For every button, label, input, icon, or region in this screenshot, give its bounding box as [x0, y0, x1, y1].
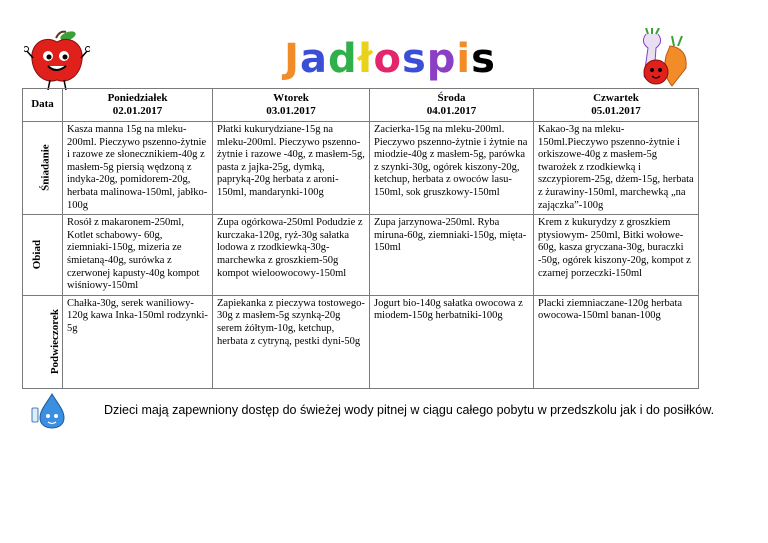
meal-label-breakfast: Śniadanie: [23, 122, 63, 215]
menu-cell: Zapiekanka z pieczywa tostowego-30g z masłem-5g szynką-20g serem żółtym-10g, ketchup, herbata z cytryną, pestki dyni-50g: [213, 295, 370, 388]
title-letter: s: [471, 36, 496, 82]
apple-mascot-icon: [24, 28, 90, 92]
menu-cell: Zupa jarzynowa-250ml. Ryba miruna-60g, ziemniaki-150g, mięta-150ml: [370, 215, 534, 296]
day-date: 04.01.2017: [426, 105, 477, 117]
vegetables-mascot-icon: [626, 28, 696, 88]
day-header-wednesday: [370, 89, 534, 122]
title-letter: a: [299, 36, 328, 82]
menu-cell: Rosół z makaronem-250ml, Kotlet schabowy- 60g, ziemniaki-150g, mizeria ze śmietaną-40g, surówka z czerwonej kapusty-40g kompot wiśniowy-150ml: [63, 215, 213, 296]
date-label: Data: [23, 89, 63, 122]
title-letter: p: [426, 36, 457, 82]
menu-cell: Placki ziemniaczane-120g herbata owocowa-150ml banan-100g: [534, 295, 699, 388]
day-date: 03.01.2017: [266, 105, 316, 117]
day-date: 05.01.2017: [591, 105, 641, 117]
breakfast-row: [23, 122, 699, 215]
day-name: Czwartek: [593, 91, 639, 104]
water-drop-icon: [30, 392, 70, 430]
day-header-thursday: [534, 89, 699, 122]
menu-cell: Chałka-30g, serek waniliowy-120g kawa Inka-150ml rodzynki-5g: [63, 295, 213, 388]
day-name: Środa: [437, 91, 466, 104]
title-letter: i: [456, 36, 472, 82]
meal-label-lunch: Obiad: [23, 215, 63, 296]
page-title: [240, 36, 540, 82]
menu-table: [22, 88, 699, 389]
meal-label-snack: Podwieczorek: [23, 295, 63, 388]
menu-cell: Zacierka-15g na mleku-200ml. Pieczywo pszenno-żytnie i żytnie na miodzie-40g z masłem-5g, parówka z szynki-30g, ogórek kiszony-20g, ketchup, herbata z owoców lasu-150ml, sok gruszkowy-150ml: [370, 122, 534, 215]
title-letter: d: [327, 36, 358, 82]
title-letter: s: [401, 36, 427, 82]
day-name: Wtorek: [273, 91, 309, 104]
snack-row: [23, 295, 699, 388]
menu-cell: Zupa ogórkowa-250ml Podudzie z kurczaka-120g, ryż-30g sałatka lodowa z rzodkiewką-30g-marchewka z groszkiem-50g kompot wieloowocowy-150ml: [213, 215, 370, 296]
header-row: [23, 89, 699, 122]
title-letter: ł: [357, 36, 374, 82]
day-date: 02.01.2017: [112, 105, 163, 117]
day-header-monday: [63, 89, 213, 122]
menu-cell: Kasza manna 15g na mleku-200ml. Pieczywo pszenno-żytnie i razowe ze słonecznikiem-40g z masłem-5g piersią wędzoną z indyka-20g, pomidorem-20g, herbata malinowa-150ml, jabłko-100g: [63, 122, 213, 215]
title-letter: J: [284, 36, 300, 82]
menu-cell: Kakao-3g na mleku-150ml.Pieczywo pszenno-żytnie i orkiszowe-40g z masłem-5g twarożek z rzodkiewką i szczypiorem-25g, dżem-15g, herbata z żurawiny-150ml, marchewką „na zajączka”-100g: [534, 122, 699, 215]
day-header-tuesday: [213, 89, 370, 122]
water-notice: Dzieci mają zapewniony dostęp do świeżej wody pitnej w ciągu całego pobytu w przedszkolu jak i do posiłków.: [104, 403, 715, 417]
day-name: Poniedziałek: [107, 91, 168, 104]
lunch-row: [23, 215, 699, 296]
title-letter: o: [373, 36, 402, 82]
menu-cell: Jogurt bio-140g sałatka owocowa z miodem-150g herbatniki-100g: [370, 295, 534, 388]
menu-cell: Krem z kukurydzy z groszkiem ptysiowym- 250ml, Bitki wołowe-60g, kasza gryczana-30g, buraczki -50g, ogórek kiszony-20g, kompot z czarnej porzeczki-150ml: [534, 215, 699, 296]
menu-cell: Płatki kukurydziane-15g na mleku-200ml. Pieczywo pszenno-żytnie i razowe -40g, z masłem-5g, pasta z jajka-25g, dymką, papryką-20g herbata z aroni-150ml, mandarynki-100g: [213, 122, 370, 215]
